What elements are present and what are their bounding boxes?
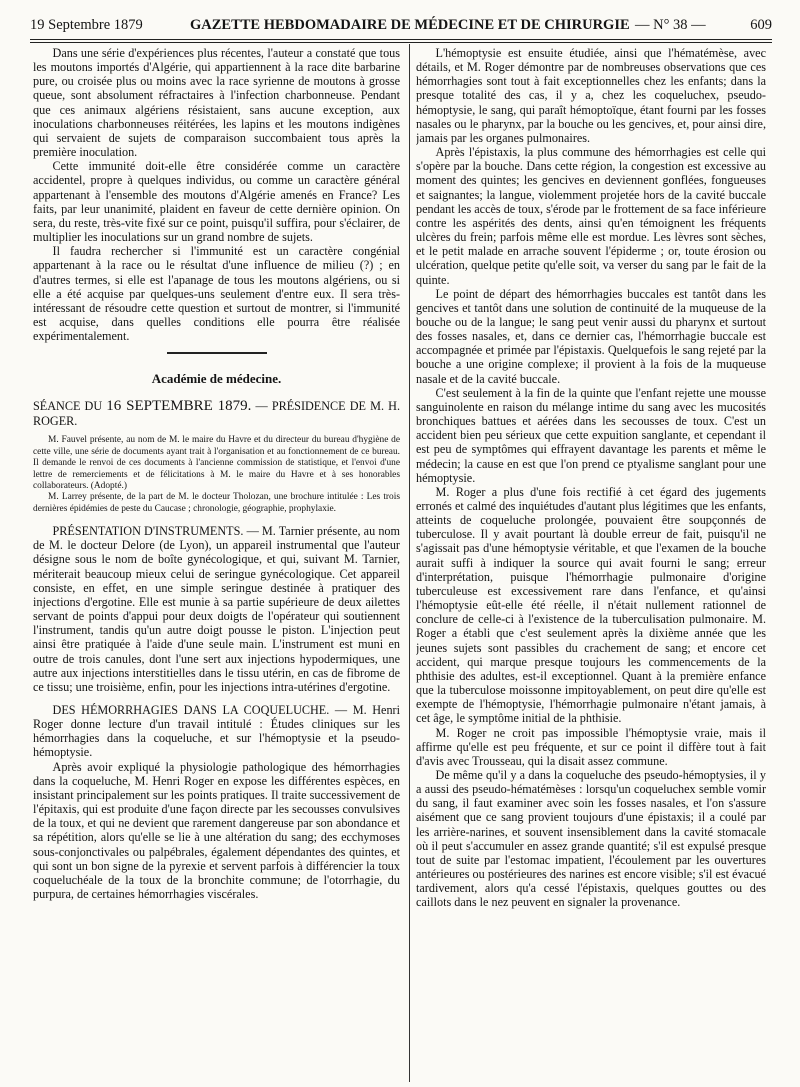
spacer bbox=[33, 694, 400, 703]
paragraph: De même qu'il y a dans la coqueluche des pseudo-hémoptysies, il y a aussi des pseudo-hématémèses : lorsqu'un coqueluchex semble vomir du sang, il faut examiner avec soin les fosses nasales, et l'on s'assure aisément que ce sang provient toujours d'une épistaxis; il a coulé par les arrière-narines, et souvent insensiblement dans la cavité stomacale où il peut s'accumuler en assez grande quantité; s'il est expulsé presque tout de suite par l'estomac impatient, l'écoulement par les ouvertures antérieures ou postérieures des narines est encore visible; s'il est évacué tardivement, alors qu'a cessé l'épistaxis, quelques gouttes ou des caillots dans le nez peuvent en signaler la provenance. bbox=[416, 767, 766, 910]
paragraph: Cette immunité doit-elle être considérée comme un caractère accidentel, propre à quelques individus, ou comme un caractère général appartenant à l'ensemble des moutons d'Algérie amenés en France? Les faits, par leur unanimité, plaident en faveur de cette dernière opinion. On sera, du reste, très-vite fixé sur ce point, puisqu'il suffira, pour s'éclairer, de multiplier les inoculations sur un grand nombre de sujets. bbox=[33, 159, 400, 245]
paragraph: PRÉSENTATION D'INSTRUMENTS. — M. Tarnier présente, au nom de M. le docteur Delore (de Lyon), un appareil instrumental que l'auteur désigne sous le nom de boîte gynécologique, et qui, suivant M. Tarnier, mériterait beaucoup mieux celui de seringue gynécologique. Cet appareil consiste, en effet, en une simple seringue destinée à pratiquer des injections d'ergotine. Elle est munie à sa partie supérieure de deux ailettes servant de points d'appui pour deux doigts de l'opérateur qui soutiennent l'instrument, tandis qu'un autre doigt pousse le piston. L'injection peut ainsi être pratiquée à l'aide d'une seule main. L'instrument est muni en outre de trois canules, dont l'une sert aux injections hypodermiques, une autre aux injections interstitielles dans le tissu utérin, en cas de fibrome de ce tissu; une troisième, enfin, pour les injections intra-utérines d'ergotine. bbox=[33, 524, 400, 694]
paragraph: C'est seulement à la fin de la quinte que l'enfant rejette une mousse sanguinolente en raison du mélange intime du sang avec les mucosités bronchiques battues et aérées dans les secousses de toux. C'est un accident bien peu sérieux que cette expuition sanglante, et cependant il est peu de symptômes qui effrayent davantage les parents et même le médecin; la cause en est que l'on prend ce ptyalisme sanglant pour une hémoptysie. bbox=[416, 385, 766, 485]
journal-title: GAZETTE HEBDOMADAIRE DE MÉDECINE ET DE CHIRURGIE bbox=[190, 17, 630, 33]
paragraph: Après avoir expliqué la physiologie pathologique des hémorrhagies dans la coqueluche, M. Henri Roger en expose les différentes espèces, en insistant principalement sur les points pratiques. Il traite successivement de l'épitaxis, qui est produite d'une façon directe par les secousses convulsives de la toux, et qui ne devient que rarement dangereuse par son abondance et sa répétition, alors qu'elle se lie à une altération du sang; des ecchymoses sous-conjonctivales ou palpébrales, également dépendantes des quintes, et qui sont un bon signe de la pyrexie et servent parfois à différencier la toux coqueluchéale de la toux de la bronchite commune; de l'otorrhagie, du purpura, de certaines hémorrhagies viscérales. bbox=[33, 759, 400, 902]
paragraph: M. Roger ne croit pas impossible l'hémoptysie vraie, mais il affirme qu'elle est peu fréquente, et sur ce point il diffère tout à fait d'avis avec Trousseau, qui la disait assez commune. bbox=[416, 725, 766, 768]
issue-date: 19 Septembre 1879 bbox=[30, 17, 143, 33]
header-rule-double bbox=[30, 42, 772, 43]
session-line bbox=[33, 399, 400, 429]
section-heading: Académie de médecine. bbox=[151, 371, 282, 387]
minutes-item: M. Fauvel présente, au nom de M. le maire du Havre et du directeur du bureau d'hygiène de cette ville, une série de documents ayant trait à l'organisation et au fonctionnement de ce bureau. Il demande le renvoi de ces documents à l'ancienne commission de statistique, et l'envoi d'une lettre de remerciements et de félicitations à M. le maire du Havre et à ses honorables collaborateurs. (Adopté.) bbox=[33, 435, 400, 491]
paragraph: Dans une série d'expériences plus récentes, l'auteur a constaté que tous les moutons importés d'Algérie, qui appartiennent à la race dite barbarine pure, ou croisée plus ou moins avec la race syrienne de moutons à grosse queue, sont absolument réfractaires à l'infection charbonneuse. Pendant que ces animaux algériens résistaient, sans aucune exception, aux inoculations charbonneuses réitérées, les lapins et les moutons indigènes qui servaient de sujets de comparaison succombaient tous après la première inoculation. bbox=[33, 46, 400, 160]
paragraph: DES HÉMORRHAGIES DANS LA COQUELUCHE. — M. Henri Roger donne lecture d'un travail intitulé : Études cliniques sur les hémorrhagies dans la coqueluche, et sur l'hémoptysie et la pseudo-hémoptysie. bbox=[33, 703, 400, 760]
paragraph: L'hémoptysie est ensuite étudiée, ainsi que l'hématémèse, avec détails, et M. Roger démontre par de nombreuses observations que ces hémorrhagies sont tout à fait exceptionnelles chez les enfants; dans la presque totalité des cas, il y a, chez les coqueluchex, pseudo-hémoptysie, le sang, qui paraît hémoptoïque, étant fourni par les fosses nasales ou le pharynx, par la bouche ou les gencives, et, pour ainsi dire, jamais par les organes pulmonaires. bbox=[416, 46, 766, 145]
paragraph: M. Roger a plus d'une fois rectifié à cet égard des jugements erronés et calmé des inquiétudes d'autant plus légitimes que les enfants, atteints de coqueluche prolongée, pouvaient être soupçonnés de tuberculose. Il y avait pourtant là double erreur de fait, puisqu'il ne s'agissait pas d'une hémoptysie véritable, et que l'examen de la bouche aurait suffi à indiquer la source qui avait fourni le sang; erreur d'interprétation, puisque l'hémorrhagie pulmonaire d'origine tuberculeuse est excessivement rare dans l'enfance, et qu'ainsi l'hémoptysie eût-elle été réelle, il n'était nullement rationnel de conclure de celle-ci à l'existence de la tuberculisation pulmonaire. M. Roger a établi que c'est seulement après la dixième année que les jeunes sujets sont passibles du crachement de sang; et encore cet accident, qui marque presque toujours les commencements de la phthisie des adultes, est-il exceptionnel. Quant à la première enfance que la tuberculose moissonne impitoyablement, on peut dire qu'elle est exempte de l'hémoptysie, l'hémorrhagie pulmonaire n'étant jamais, à cet âge, le symptôme initial de la phthisie. bbox=[416, 484, 766, 726]
left-column bbox=[33, 46, 400, 1078]
section-separator bbox=[167, 352, 267, 354]
header-rule bbox=[30, 39, 772, 40]
spacer bbox=[33, 515, 400, 524]
paragraph: Le point de départ des hémorrhagies buccales est tantôt dans les gencives et tantôt dans une solution de continuité de la muqueuse de la bouche ou de la langue; le sang peut venir aussi du pharynx et surtout des fosses nasales, et, dans ce dernier cas, l'hémorrhagie buccale est accompagnée et primée par l'épistaxis. Quelquefois le sang rejeté par la bouche a une origine complexe; il provient à la fois de la muqueuse nasale et de la cavité buccale. bbox=[416, 286, 766, 386]
issue-number: — N° 38 — bbox=[635, 17, 706, 33]
paragraph: Après l'épistaxis, la plus commune des hémorrhagies est celle qui s'opère par la bouche. Dans cette région, la congestion est excessive au moment des quintes; les gencives en deviennent gonflées, fongueuses et saignantes; la langue, violemment projetée hors de la cavité buccale pendant les accès de toux, s'érode par le frottement de sa face inférieure contre les aspérités des dents, ainsi qu'en témoignent les fréquents ulcères du frein; parfois même elle est mordue. Les lèvres sont sèches, et le petit malade en arrache souvent l'épiderme ; or, toute érosion ou ulcération, quelque petite qu'elle soit, va verser du sang par le fait de la quinte. bbox=[416, 145, 766, 287]
paragraph: Il faudra rechercher si l'immunité est un caractère congénial appartenant à la race ou le résultat d'une influence de milieu (?) ; en d'autres termes, si elle est l'apanage de tous les moutons algériens, ou si elle a été acquise par quelques-uns seulement d'entre eux. Il sera très-intéressant de résoudre cette question et surtout de montrer, si l'immunité est acquise, dans quelles conditions elle pourra être réalisée expérimentalement. bbox=[33, 244, 400, 344]
column-divider bbox=[409, 44, 410, 1082]
running-header bbox=[30, 14, 772, 36]
session-prefix: SÉANCE DU bbox=[33, 399, 107, 414]
page-number: 609 bbox=[750, 17, 772, 33]
minutes-item: M. Larrey présente, de la part de M. le docteur Tholozan, une brochure intitulée : Les trois dernières épidémies de peste du Caucase ; chronologie, géographie, prophylaxie. bbox=[33, 492, 400, 514]
session-date: 16 SEPTEMBRE 1879. bbox=[106, 398, 252, 415]
right-column bbox=[416, 46, 766, 1078]
session-presidency: — PRÉSIDENCE DE M. H. ROGER. bbox=[33, 399, 400, 429]
